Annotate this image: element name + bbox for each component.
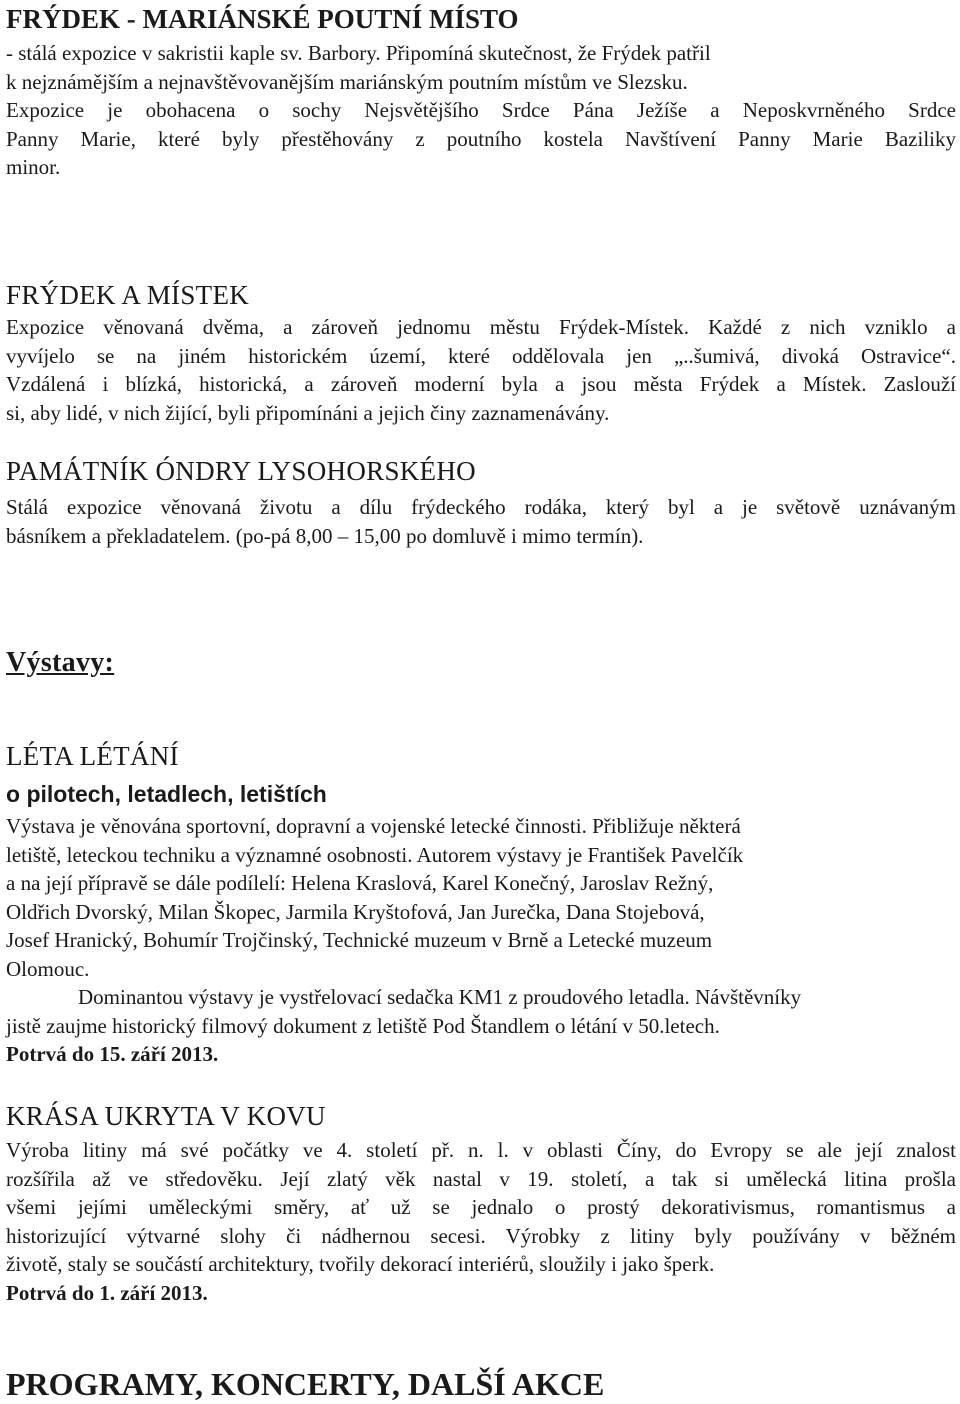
text-line: Výstava je věnována sportovní, dopravní a vojenské letecké činnosti. Přibližuje některá <box>6 814 741 838</box>
paragraph-leta-letani <box>6 812 956 1069</box>
paragraph-pamatnik <box>6 493 956 550</box>
text-line: Expozice je obohacena o sochy Nejsvětějšího Srdce Pána Ježíše a Neposkvrněného Srdce <box>6 98 956 122</box>
text-line: Oldřich Dvorský, Milan Škopec, Jarmila Kryštofová, Jan Jurečka, Dana Stojebová, <box>6 899 705 924</box>
text-line: Olomouc. <box>6 956 90 981</box>
text-span: Dominantou výstavy je vystřelovací sedačka KM1 z proudového letadla. Návštěvníky <box>78 985 802 1009</box>
text-line: a na její přípravě se dále podílelí: Helena Kraslová, Karel Konečný, Jaroslav Režný, <box>6 871 714 895</box>
text-line: Stálá expozice věnovaná životu a dílu frýdeckého rodáka, který byl a je světově uznávaným <box>6 495 956 519</box>
until-date: Potrvá do 1. září 2013. <box>6 1280 208 1305</box>
heading-programy-koncerty: PROGRAMY, KONCERTY, DALŠÍ AKCE <box>6 1366 605 1402</box>
heading-pamatnik-ondry-lysohorskeho: PAMÁTNÍK ÓNDRY LYSOHORSKÉHO <box>6 456 476 486</box>
text-line: k nejznámějším a nejnavštěvovanějším mariánským poutním místům ve Slezsku. <box>6 69 688 94</box>
text-line: letiště, leteckou techniku a významné osobnosti. Autorem výstavy je František Pavelčík <box>6 842 744 867</box>
subheading-leta-letani: o pilotech, letadlech, letištích <box>6 781 327 807</box>
text-line: si, aby lidé, v nich žijící, byli připomínáni a jejich činy zaznamenávány. <box>6 400 610 425</box>
until-date: Potrvá do 15. září 2013. <box>6 1042 219 1066</box>
text-line: rozšířila až ve středověku. Její zlatý věk nastal v 19. století, a tak si umělecká litina prošla <box>6 1166 956 1191</box>
heading-leta-letani: LÉTA LÉTÁNÍ <box>6 741 179 771</box>
text-line: vyvíjelo se na jiném historickém území, které oddělovala jen „..šumivá, divoká Ostravice“. <box>6 343 956 368</box>
text-line: Vzdálená i blízká, historická, a zároveň moderní byla a jsou města Frýdek a Místek. Zaslouží <box>6 372 956 396</box>
text-line-indented <box>6 983 956 1012</box>
text-line: Panny Marie, které byly přestěhovány z poutního kostela Navštívení Panny Marie Baziliky <box>6 126 956 151</box>
text-line: Josef Hranický, Bohumír Trojčinský, Technické muzeum v Brně a Letecké muzeum <box>6 928 713 952</box>
heading-vystavy: Výstavy: <box>6 647 115 678</box>
text-line: všemi jejími uměleckými směry, ať už se jednalo o prostý dekorativismus, romantismus a <box>6 1195 956 1219</box>
heading-frydek-poutni-misto: FRÝDEK - MARIÁNSKÉ POUTNÍ MÍSTO <box>6 4 519 34</box>
text-line: životě, staly se součástí architektury, tvořily dekorací interiérů, sloužily i jako šperk. <box>6 1252 715 1276</box>
text-line: minor. <box>6 155 61 179</box>
text-line: Expozice věnovaná dvěma, a zároveň jednomu městu Frýdek-Místek. Každé z nich vzniklo a <box>6 315 956 339</box>
heading-frydek-a-mistek: FRÝDEK A MÍSTEK <box>6 280 250 310</box>
paragraph-frydek-a-mistek <box>6 313 956 427</box>
text-line: Výroba litiny má své počátky ve 4. století př. n. l. v oblasti Číny, do Evropy se ale její znalost <box>6 1138 956 1162</box>
text-line: básníkem a překladatelem. (po-pá 8,00 – 15,00 po domluvě i mimo termín). <box>6 523 644 548</box>
paragraph-krasa-ukryta <box>6 1136 956 1307</box>
paragraph-poutni-misto <box>6 39 956 182</box>
text-line: - stálá expozice v sakristii kaple sv. Barbory. Připomíná skutečnost, že Frýdek patřil <box>6 41 711 65</box>
text-line: jistě zaujme historický filmový dokument z letiště Pod Štandlem o létání v 50.letech. <box>6 1013 720 1038</box>
heading-krasa-ukryta-v-kovu: KRÁSA UKRYTA V KOVU <box>6 1101 326 1131</box>
text-line: historizující výtvarné slohy či nádhernou secesi. Výrobky z litiny byly používány v běžném <box>6 1223 956 1248</box>
